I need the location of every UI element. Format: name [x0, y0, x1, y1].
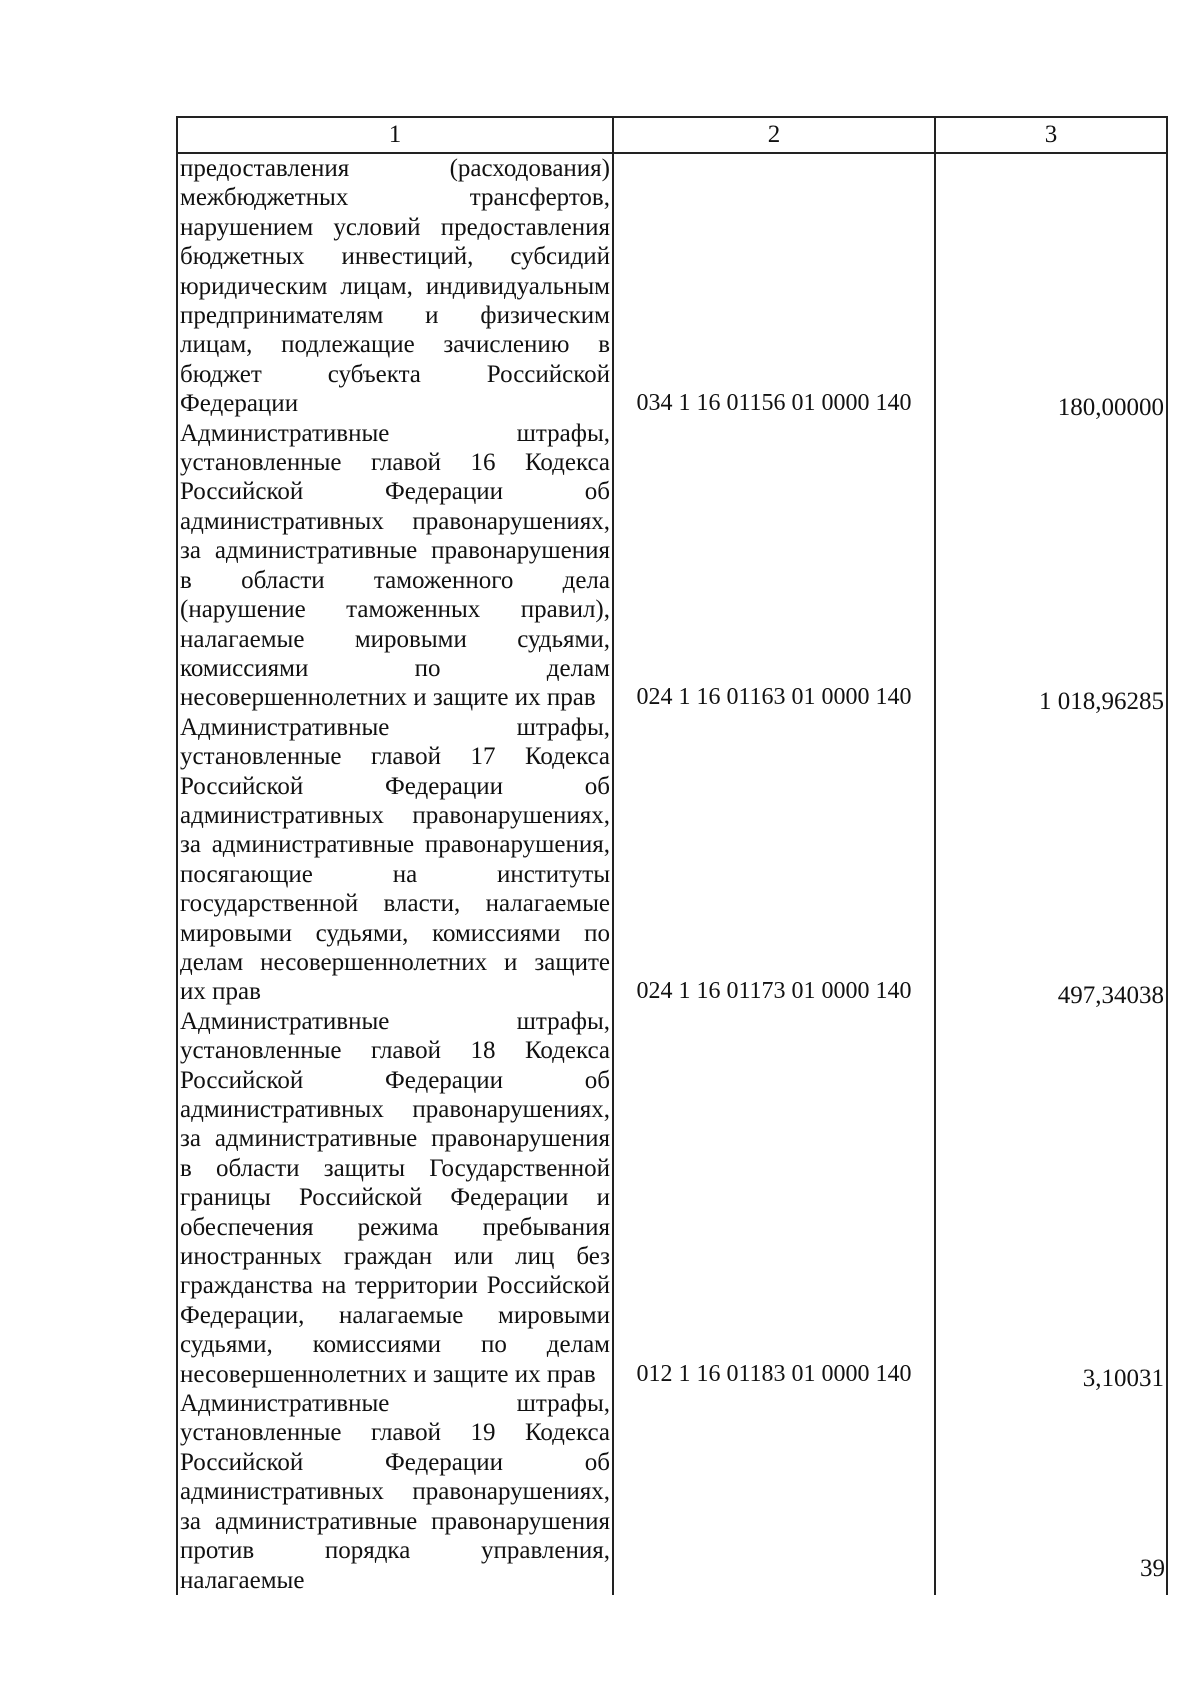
row-code: 012 1 16 01183 01 0000 140 — [613, 1007, 935, 1389]
table-row — [177, 1389, 1167, 1595]
row-description: Административные штрафы, установленные главой 19 Кодекса Российской Федерации об административных правонарушениях, за административные правонарушения против порядка управления, налагаемые — [180, 1390, 610, 1594]
row-description: Административные штрафы, установленные главой 16 Кодекса Российской Федерации об административных правонарушениях, за административные правонарушения в области таможенного дела (нарушение таможенных правил), налагаемые мировыми судьями, комиссиями по делам несовершеннолетних и защите их прав — [180, 419, 610, 712]
row-description-cell — [177, 419, 613, 713]
table-header-row — [177, 117, 1167, 153]
row-description: Административные штрафы, установленные главой 17 Кодекса Российской Федерации об административных правонарушениях, за административные правонарушения, посягающие на институты государственной власти, налагаемые мировыми судьями, комиссиями по делам несовершеннолетних и защите их прав — [180, 713, 610, 1006]
page-number: 39 — [1140, 1555, 1165, 1582]
row-amount-cell — [935, 153, 1167, 422]
column-header-1: 1 — [177, 117, 613, 153]
row-amount: 1 018,96285 — [1039, 688, 1164, 716]
row-code: 024 1 16 01173 01 0000 140 — [613, 713, 935, 1007]
row-amount-cell — [935, 1007, 1167, 1392]
table-row — [177, 713, 1167, 1007]
row-description-cell — [177, 1389, 613, 1595]
row-description-cell — [177, 713, 613, 1007]
table-row — [177, 153, 1167, 419]
row-amount: 3,10031 — [1082, 1364, 1164, 1392]
row-description-cell — [177, 1007, 613, 1389]
column-header-3: 3 — [935, 117, 1167, 153]
row-description: Административные штрафы, установленные главой 18 Кодекса Российской Федерации об административных правонарушениях, за административные правонарушения в области защиты Государственной границы Российской Федерации и обеспечения режима пребывания иностранных граждан или лиц без гражданства на территории Российской Федерации, налагаемые мировыми судьями, комиссиями по делам несовершеннолетних и защите их прав — [180, 1007, 610, 1388]
row-code: 034 1 16 01156 01 0000 140 — [613, 153, 935, 419]
table-row — [177, 419, 1167, 713]
row-amount: 180,00000 — [1057, 394, 1164, 422]
column-header-2: 2 — [613, 117, 935, 153]
row-description-cell — [177, 153, 613, 419]
row-amount-cell — [935, 419, 1167, 716]
budget-revenue-table — [176, 116, 1168, 1595]
row-amount-cell — [935, 1389, 1167, 1595]
row-description: предоставления (расходования) межбюджетных трансфертов, нарушением условий предоставления бюджетных инвестиций, субсидий юридическим лицам, индивидуальным предпринимателям и физическим лицам, подлежащие зачислению в бюджет субъекта Российской Федерации — [180, 155, 610, 418]
row-amount: 497,34038 — [1057, 982, 1164, 1010]
row-code: 024 1 16 01163 01 0000 140 — [613, 419, 935, 713]
row-code — [613, 1389, 935, 1595]
row-amount-cell — [935, 713, 1167, 1010]
table-row — [177, 1007, 1167, 1389]
